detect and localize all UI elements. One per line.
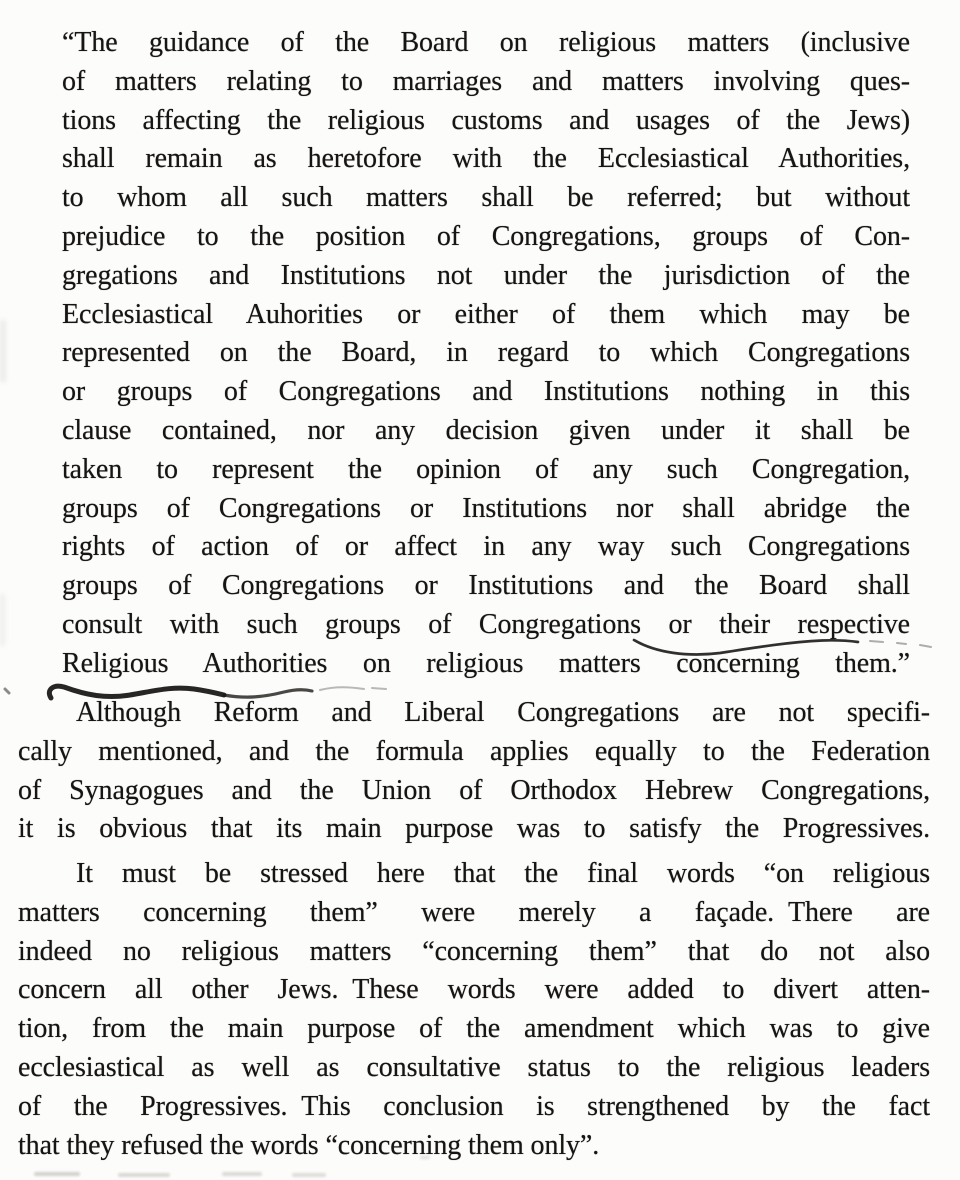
- text-line: matters concerning them” were merely a façade. There are: [18, 896, 930, 928]
- text-line: concern all other Jews. These words were added to divert atten-: [18, 974, 930, 1006]
- scan-artifact: [0, 320, 6, 382]
- text-line: tion, from the main purpose of the amendment which was to give: [18, 1013, 930, 1045]
- text-line: clause contained, nor any decision given under it shall be: [62, 414, 910, 446]
- text-line: of Synagogues and the Union of Orthodox Hebrew Congregations,: [18, 774, 930, 806]
- text-line: of the Progressives. This conclusion is strengthened by the fact: [18, 1090, 930, 1122]
- text-line: “The guidance of the Board on religious matters (inclusive: [62, 27, 910, 58]
- text-line: to whom all such matters shall be referred; but without: [62, 182, 910, 214]
- scan-artifact: [292, 1173, 326, 1177]
- text-line: represented on the Board, in regard to which Congregations: [62, 337, 910, 369]
- text-line: It must be stressed here that the final words “on religious: [76, 858, 930, 889]
- text-line: cally mentioned, and the formula applies equally to the Federation: [18, 735, 930, 767]
- text-line: groups of Congregations or Institutions and the Board shall: [62, 570, 910, 602]
- block-quote: [62, 24, 910, 684]
- text-line: tions affecting the religious customs and usages of the Jews): [62, 104, 910, 136]
- text-line: gregations and Institutions not under the jurisdiction of the: [62, 259, 910, 291]
- text-line: rights of action of or affect in any way such Congregations: [62, 531, 910, 563]
- text-line: taken to represent the opinion of any such Congregation,: [62, 453, 910, 485]
- text-line: or groups of Congregations and Institutions nothing in this: [62, 376, 910, 408]
- paragraph-reform-liberal: [18, 694, 930, 849]
- text-line: Religious Authorities on religious matters concerning them.”: [62, 647, 910, 679]
- scan-artifact: [420, 1156, 430, 1159]
- text-line: groups of Congregations or Institutions nor shall abridge the: [62, 492, 910, 524]
- text-line: Ecclesiastical Auhorities or either of them which may be: [62, 298, 910, 330]
- text-line: prejudice to the position of Congregations, groups of Con-: [62, 220, 910, 252]
- text-line: it is obvious that its main purpose was to satisfy the Progressives.: [18, 813, 930, 845]
- scan-artifact: [0, 594, 5, 646]
- scan-artifact: [222, 1172, 262, 1176]
- paragraph-final-words: [18, 855, 930, 1165]
- text-line: Although Reform and Liberal Congregations are not specifi-: [76, 697, 930, 728]
- scan-artifact: [118, 1173, 170, 1177]
- text-line: of matters relating to marriages and matters involving ques-: [62, 65, 910, 97]
- text-line: that they refused the words “concerning them only”.: [18, 1129, 600, 1161]
- text-line: consult with such groups of Congregations or their respective: [62, 608, 910, 640]
- text-line: shall remain as heretofore with the Ecclesiastical Authorities,: [62, 143, 910, 175]
- text-line: indeed no religious matters “concerning them” that do not also: [18, 935, 930, 967]
- text-line: ecclesiastical as well as consultative status to the religious leaders: [18, 1051, 930, 1083]
- scan-artifact: [34, 1172, 80, 1176]
